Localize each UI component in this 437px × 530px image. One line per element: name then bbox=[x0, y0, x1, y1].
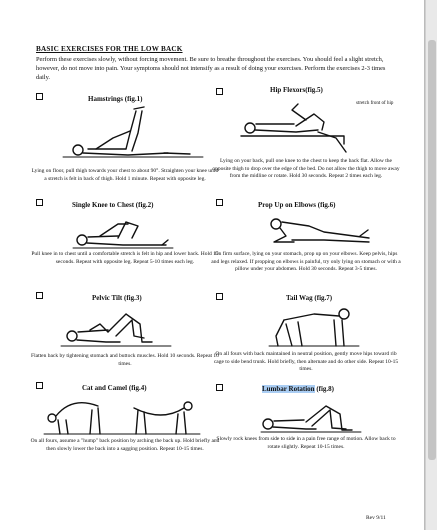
exercise-desc-pelvic-tilt: Flatten back by tightening stomach and buttock muscles. Hold 10 seconds. Repeat 10 times. bbox=[31, 353, 219, 367]
single-knee-figure bbox=[68, 210, 178, 252]
checkbox-prop-up[interactable] bbox=[216, 199, 223, 206]
exercise-title-cat-camel: Cat and Camel (fig.4) bbox=[82, 384, 147, 392]
exercise-desc-hip-flexors: Lying on your back, pull one knee to the chest to keep the back flat. Allow the opposite thigh to drop over the edge of the bed. Do not allow the thigh to move away from the midline or rotate. Hold 30 seconds. Repeat 2 times each leg. bbox=[212, 158, 400, 180]
cat-camel-figure bbox=[42, 392, 202, 436]
checkbox-single-knee[interactable] bbox=[36, 199, 43, 206]
hip-flexors-figure bbox=[236, 96, 356, 156]
exercise-desc-hamstrings: Lying on floor, pull thigh towards your chest to about 90°. Straighten your knee until a stretch is felt in back of thigh. Hold 1 minute. Repeat with opposite leg. bbox=[31, 168, 219, 182]
highlighted-text: Lumbar Rotation bbox=[262, 385, 315, 393]
checkbox-tail-wag[interactable] bbox=[216, 293, 223, 300]
vertical-scrollbar[interactable] bbox=[425, 0, 437, 530]
checkbox-hip-flexors[interactable] bbox=[216, 88, 223, 95]
stretch-note: stretch front of hip bbox=[356, 101, 394, 106]
exercise-title-pelvic-tilt: Pelvic Tilt (fig.3) bbox=[92, 294, 142, 302]
hamstrings-figure bbox=[58, 103, 208, 163]
exercise-title-single-knee: Single Knee to Chest (fig.2) bbox=[72, 201, 154, 209]
exercise-title-prop-up: Prop Up on Elbows (fig.6) bbox=[258, 201, 336, 209]
exercise-desc-prop-up: On firm surface, lying on your stomach, prop up on your elbows. Keep pelvis, hips and legs relaxed. If propping on elbows is painful, try only lying on stomach or with a pillow under your abdomen. Hold 30 seconds. Repeat 3-5 times. bbox=[211, 251, 401, 273]
exercise-desc-single-knee: Pull knee in to chest until a comfortable stretch is felt in hip and lower back. Hold 15 seconds. Repeat with opposite leg. Repeat 5-10 times each leg. bbox=[31, 251, 219, 265]
document-title: BASIC EXERCISES FOR THE LOW BACK bbox=[36, 45, 183, 53]
exercise-title-lumbar-rotation bbox=[262, 385, 334, 393]
checkbox-lumbar-rotation[interactable] bbox=[216, 384, 223, 391]
exercise-desc-tail-wag: On all fours with back maintained in neutral position, gently move hips toward rib cage to side bend trunk. Hold briefly, then alternate and do other side. Repeat 10-15 times. bbox=[213, 351, 399, 373]
exercise-title-hip-flexors: Hip Flexors(fig.5) bbox=[270, 86, 323, 94]
intro-paragraph: Perform these exercises slowly, without forcing movement. Be sure to breathe throughout the exercises. You should feel a slight stretch, however, do not move into pain. Your symptoms should not intensify as a result of doing your exercises. Perform the exercises 2-3 times daily. bbox=[36, 56, 386, 81]
pelvic-tilt-figure bbox=[56, 302, 176, 352]
exercise-title-tail-wag: Tail Wag (fig.7) bbox=[286, 294, 333, 302]
exercise-desc-lumbar-rotation: Slowly rock knees from side to side in a pain free range of motion. Allow back to rotate slightly. Repeat 10-15 times. bbox=[216, 436, 396, 450]
checkbox-pelvic-tilt[interactable] bbox=[36, 292, 43, 299]
checkbox-hamstrings[interactable] bbox=[36, 93, 43, 100]
scrollbar-thumb[interactable] bbox=[428, 40, 436, 460]
exercise-title-suffix: (fig.8) bbox=[314, 385, 335, 393]
prop-up-figure bbox=[264, 210, 374, 250]
checkbox-cat-camel[interactable] bbox=[36, 382, 43, 389]
lumbar-rotation-figure bbox=[256, 396, 366, 436]
exercise-desc-cat-camel: On all fours, assume a "hump" back position by arching the back up. Hold briefly and then slowly lower the back into a sagging position. Repeat 10-15 times. bbox=[30, 438, 220, 452]
tail-wag-figure bbox=[264, 302, 364, 350]
revision-footer: Rev 9/11 bbox=[366, 515, 386, 521]
exercise-title-hamstrings: Hamstrings (fig.1) bbox=[88, 95, 143, 103]
